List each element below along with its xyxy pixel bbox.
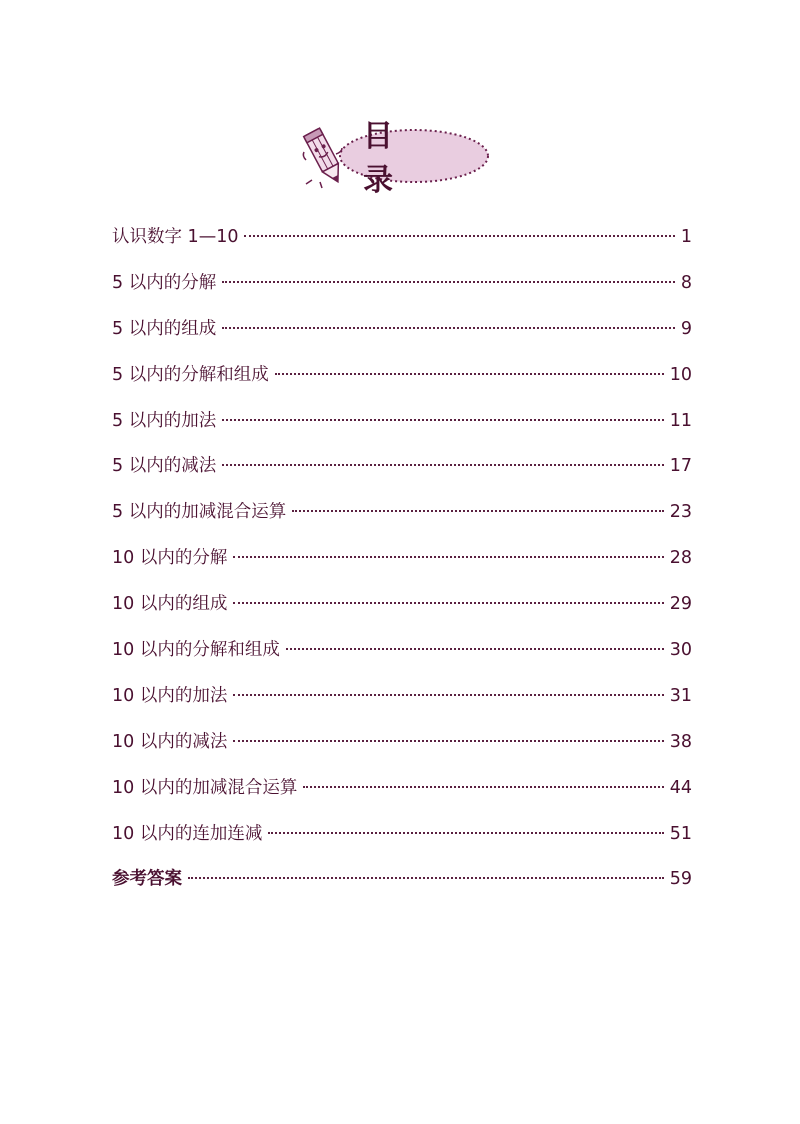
toc-entry[interactable]	[112, 589, 692, 635]
toc-entry-title: 10 以内的组成	[112, 594, 228, 615]
toc-entry-title: 10 以内的加法	[112, 685, 228, 706]
toc-entry-page-number: 28	[669, 548, 692, 569]
dot-leader	[268, 832, 663, 834]
dot-leader	[233, 740, 663, 742]
dot-leader	[233, 694, 663, 696]
toc-entry[interactable]	[112, 864, 692, 910]
toc-entry-title: 5 以内的分解和组成	[112, 364, 269, 385]
toc-entry[interactable]	[112, 222, 692, 268]
toc-entry-title: 5 以内的加减混合运算	[112, 502, 287, 523]
dot-leader	[222, 419, 664, 421]
dot-leader	[222, 327, 675, 329]
toc-entry-page-number: 30	[669, 640, 692, 661]
toc-entry-title: 参考答案	[112, 869, 182, 890]
toc-entry-title: 10 以内的连加连减	[112, 823, 263, 844]
dot-leader	[233, 602, 663, 604]
toc-entry-title: 5 以内的减法	[112, 456, 217, 477]
dot-leader	[222, 281, 675, 283]
toc-entry[interactable]	[112, 268, 692, 314]
dot-leader	[275, 373, 664, 375]
toc-entry-page-number: 51	[669, 823, 692, 844]
toc-entry[interactable]	[112, 406, 692, 452]
toc-entry-title: 5 以内的加法	[112, 410, 217, 431]
toc-entry-page-number: 31	[669, 685, 692, 706]
toc-entry[interactable]	[112, 314, 692, 360]
toc-entry-title: 10 以内的加减混合运算	[112, 777, 298, 798]
toc-entry-page-number: 9	[680, 318, 692, 339]
toc-entry-page-number: 10	[669, 364, 692, 385]
toc-entry-title: 10 以内的分解	[112, 548, 228, 569]
dot-leader	[286, 648, 664, 650]
toc-entry[interactable]	[112, 681, 692, 727]
toc-entry[interactable]	[112, 497, 692, 543]
toc-entry-title: 5 以内的分解	[112, 272, 217, 293]
toc-entry-page-number: 44	[669, 777, 692, 798]
dot-leader	[233, 556, 663, 558]
dot-leader	[292, 510, 664, 512]
toc-entry[interactable]	[112, 819, 692, 865]
dot-leader	[188, 877, 664, 879]
toc-entry-page-number: 17	[669, 456, 692, 477]
toc-entry-page-number: 38	[669, 731, 692, 752]
toc-entry[interactable]	[112, 773, 692, 819]
toc-entry[interactable]	[112, 635, 692, 681]
pencil-mascot-icon	[303, 128, 346, 188]
toc-entry-page-number: 29	[669, 594, 692, 615]
toc-list	[112, 222, 692, 910]
toc-entry-title: 10 以内的减法	[112, 731, 228, 752]
toc-entry[interactable]	[112, 543, 692, 589]
page-title: 目 录	[363, 119, 415, 198]
toc-entry[interactable]	[112, 451, 692, 497]
toc-entry[interactable]	[112, 360, 692, 406]
toc-entry-title: 10 以内的分解和组成	[112, 640, 280, 661]
toc-entry-page-number: 1	[680, 227, 692, 247]
dot-leader	[244, 235, 674, 237]
toc-entry-title: 5 以内的组成	[112, 318, 217, 339]
dot-leader	[303, 786, 663, 788]
toc-entry-page-number: 11	[669, 410, 692, 431]
toc-entry-page-number: 23	[669, 502, 692, 523]
dot-leader	[222, 464, 664, 466]
toc-entry[interactable]	[112, 727, 692, 773]
toc-entry-title: 认识数字 1—10	[112, 227, 239, 247]
toc-entry-page-number: 8	[680, 272, 692, 293]
toc-entry-page-number: 59	[669, 869, 692, 890]
title-badge	[296, 119, 492, 198]
